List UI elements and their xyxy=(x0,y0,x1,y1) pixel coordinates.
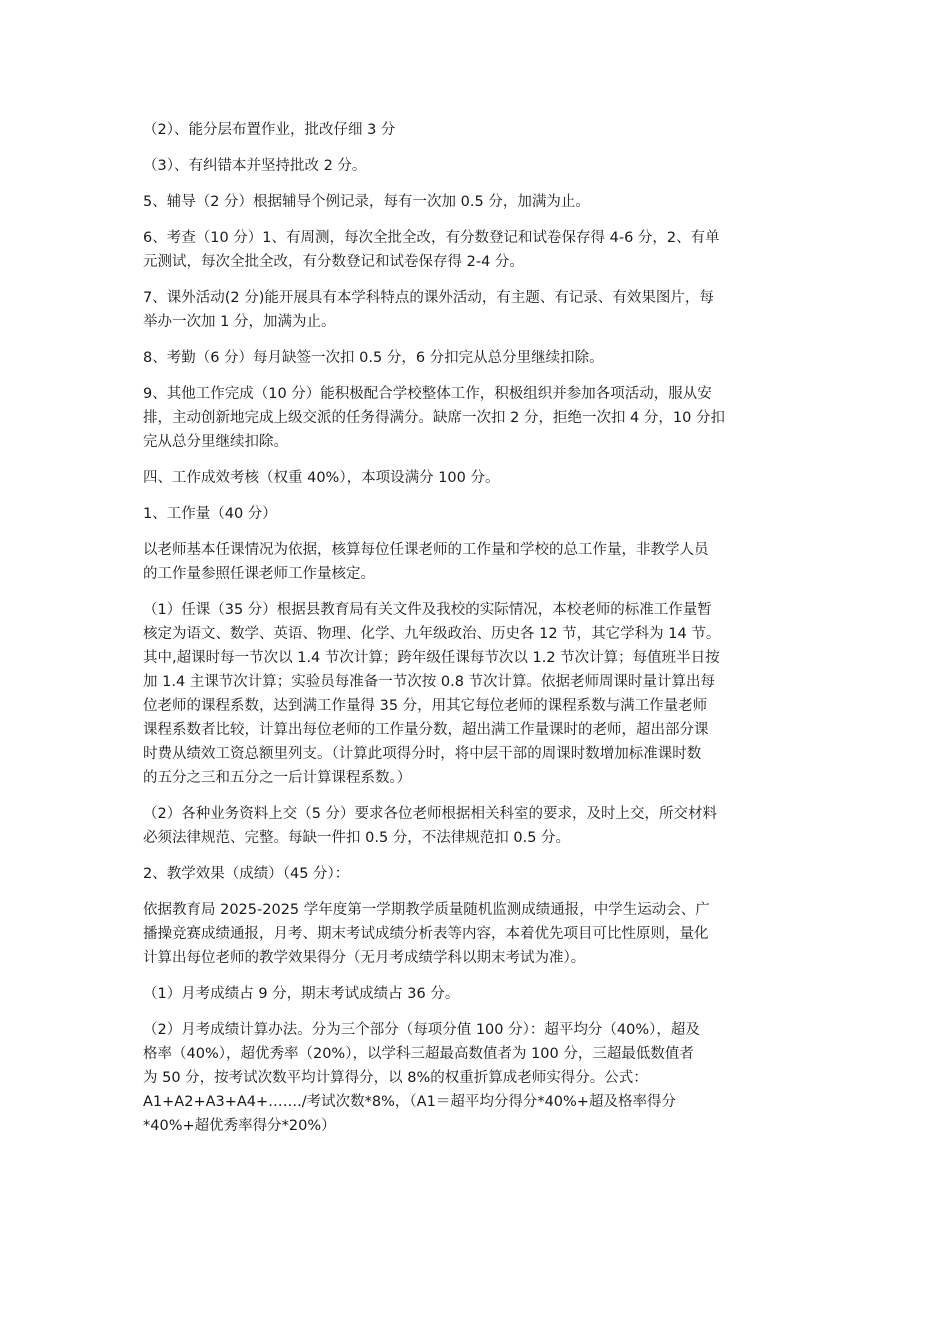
paragraph-line: 完从总分里继续扣除。 xyxy=(143,434,288,450)
paragraph xyxy=(143,898,811,970)
paragraph-line: 8、考勤（6 分）每月缺签一次扣 0.5 分，6 分扣完从总分里继续扣除。 xyxy=(143,350,604,366)
paragraph-line: 核定为语文、数学、英语、物理、化学、九年级政治、历史各 12 节，其它学科为 14 节。 xyxy=(143,626,721,642)
paragraph-line: 为 50 分，按考试次数平均计算得分，以 8%的权重折算成老师实得分。公式： xyxy=(143,1070,648,1086)
paragraph-line: 加 1.4 主课节次计算；实验员每准备一节次按 0.8 节次计算。依据老师周课时量计算出每 xyxy=(143,674,716,690)
paragraph xyxy=(143,538,811,586)
paragraph xyxy=(143,982,811,1006)
paragraph xyxy=(143,802,811,850)
paragraph-line: （1）月考成绩占 9 分，期末考试成绩占 36 分。 xyxy=(143,986,460,1002)
paragraph xyxy=(143,382,811,454)
paragraph xyxy=(143,286,811,334)
paragraph-line: 位老师的课程系数，达到满工作量得 35 分，用其它每位老师的课程系数与满工作量老师 xyxy=(143,698,708,714)
paragraph xyxy=(143,502,811,526)
paragraph-line: 的工作量参照任课老师工作量核定。 xyxy=(143,566,375,582)
paragraph-line: （1）任课（35 分）根据县教育局有关文件及我校的实际情况，本校老师的标准工作量暂 xyxy=(143,602,712,618)
paragraph-line: （2）月考成绩计算办法。分为三个部分（每项分值 100 分）：超平均分（40%），超及 xyxy=(143,1022,700,1038)
paragraph-line: （3）、有纠错本并坚持批改 2 分。 xyxy=(143,158,367,174)
paragraph-line: 排，主动创新地完成上级交派的任务得满分。缺席一次扣 2 分，拒绝一次扣 4 分，10 分扣 xyxy=(143,410,725,426)
paragraph-line: 依据教育局 2025-2025 学年度第一学期教学质量随机监测成绩通报，中学生运动会、广 xyxy=(143,902,710,918)
paragraph xyxy=(143,862,811,886)
paragraph xyxy=(143,226,811,274)
paragraph-line: 2、教学效果（成绩）（45 分）： xyxy=(143,866,350,882)
paragraph-line: *40%+超优秀率得分*20%） xyxy=(143,1118,336,1134)
paragraph-line: 课程系数者比较，计算出每位老师的工作量分数，超出满工作量课时的老师，超出部分课 xyxy=(143,722,709,738)
paragraph xyxy=(143,190,811,214)
paragraph xyxy=(143,598,811,790)
paragraph-line: （2）、能分层布置作业，批改仔细 3 分 xyxy=(143,122,396,138)
paragraph-line: 举办一次加 1 分，加满为止。 xyxy=(143,314,336,330)
paragraph xyxy=(143,346,811,370)
paragraph xyxy=(143,154,811,178)
paragraph-line: A1+A2+A3+A4+……./考试次数*8%，（A1＝超平均分得分*40%+超及格率得分 xyxy=(143,1094,676,1110)
paragraph-line: 四、工作成效考核（权重 40%），本项设满分 100 分。 xyxy=(143,470,500,486)
paragraph-line: 格率（40%），超优秀率（20%），以学科三超最高数值者为 100 分，三超最低数值者 xyxy=(143,1046,694,1062)
paragraph-line: 1、工作量（40 分） xyxy=(143,506,277,522)
document-body xyxy=(143,118,811,1138)
paragraph-line: 元测试，每次全批全改，有分数登记和试卷保存得 2-4 分。 xyxy=(143,254,524,270)
paragraph-line: 播操竞赛成绩通报，月考、期末考试成绩分析表等内容，本着优先项目可比性原则，量化 xyxy=(143,926,709,942)
paragraph-line: 的五分之三和五分之一后计算课程系数。） xyxy=(143,770,412,786)
paragraph-line: 计算出每位老师的教学效果得分（无月考成绩学科以期末考试为准）。 xyxy=(143,950,586,966)
paragraph-line: 以老师基本任课情况为依据，核算每位任课老师的工作量和学校的总工作量，非教学人员 xyxy=(143,542,709,558)
paragraph-line: 其中,超课时每一节次以 1.4 节次计算；跨年级任课每节次以 1.2 节次计算；每值班半日按 xyxy=(143,650,720,666)
paragraph-line: 时费从绩效工资总额里列支。（计算此项得分时，将中层干部的周课时数增加标准课时数 xyxy=(143,746,702,762)
paragraph-line: （2）各种业务资料上交（5 分）要求各位老师根据相关科室的要求，及时上交，所交材料 xyxy=(143,806,718,822)
paragraph-line: 6、考查（10 分）1、有周测，每次全批全改，有分数登记和试卷保存得 4-6 分，2、有单 xyxy=(143,230,720,246)
paragraph-line: 9、其他工作完成（10 分）能积极配合学校整体工作，积极组织并参加各项活动，服从安 xyxy=(143,386,712,402)
paragraph-line: 必须法律规范、完整。每缺一件扣 0.5 分，不法律规范扣 0.5 分。 xyxy=(143,830,571,846)
paragraph-line: 7、课外活动(2 分)能开展具有本学科特点的课外活动，有主题、有记录、有效果图片，每 xyxy=(143,290,714,306)
paragraph xyxy=(143,118,811,142)
paragraph xyxy=(143,1018,811,1138)
document-page xyxy=(143,118,811,1150)
paragraph-line: 5、辅导（2 分）根据辅导个例记录，每有一次加 0.5 分，加满为止。 xyxy=(143,194,590,210)
paragraph xyxy=(143,466,811,490)
